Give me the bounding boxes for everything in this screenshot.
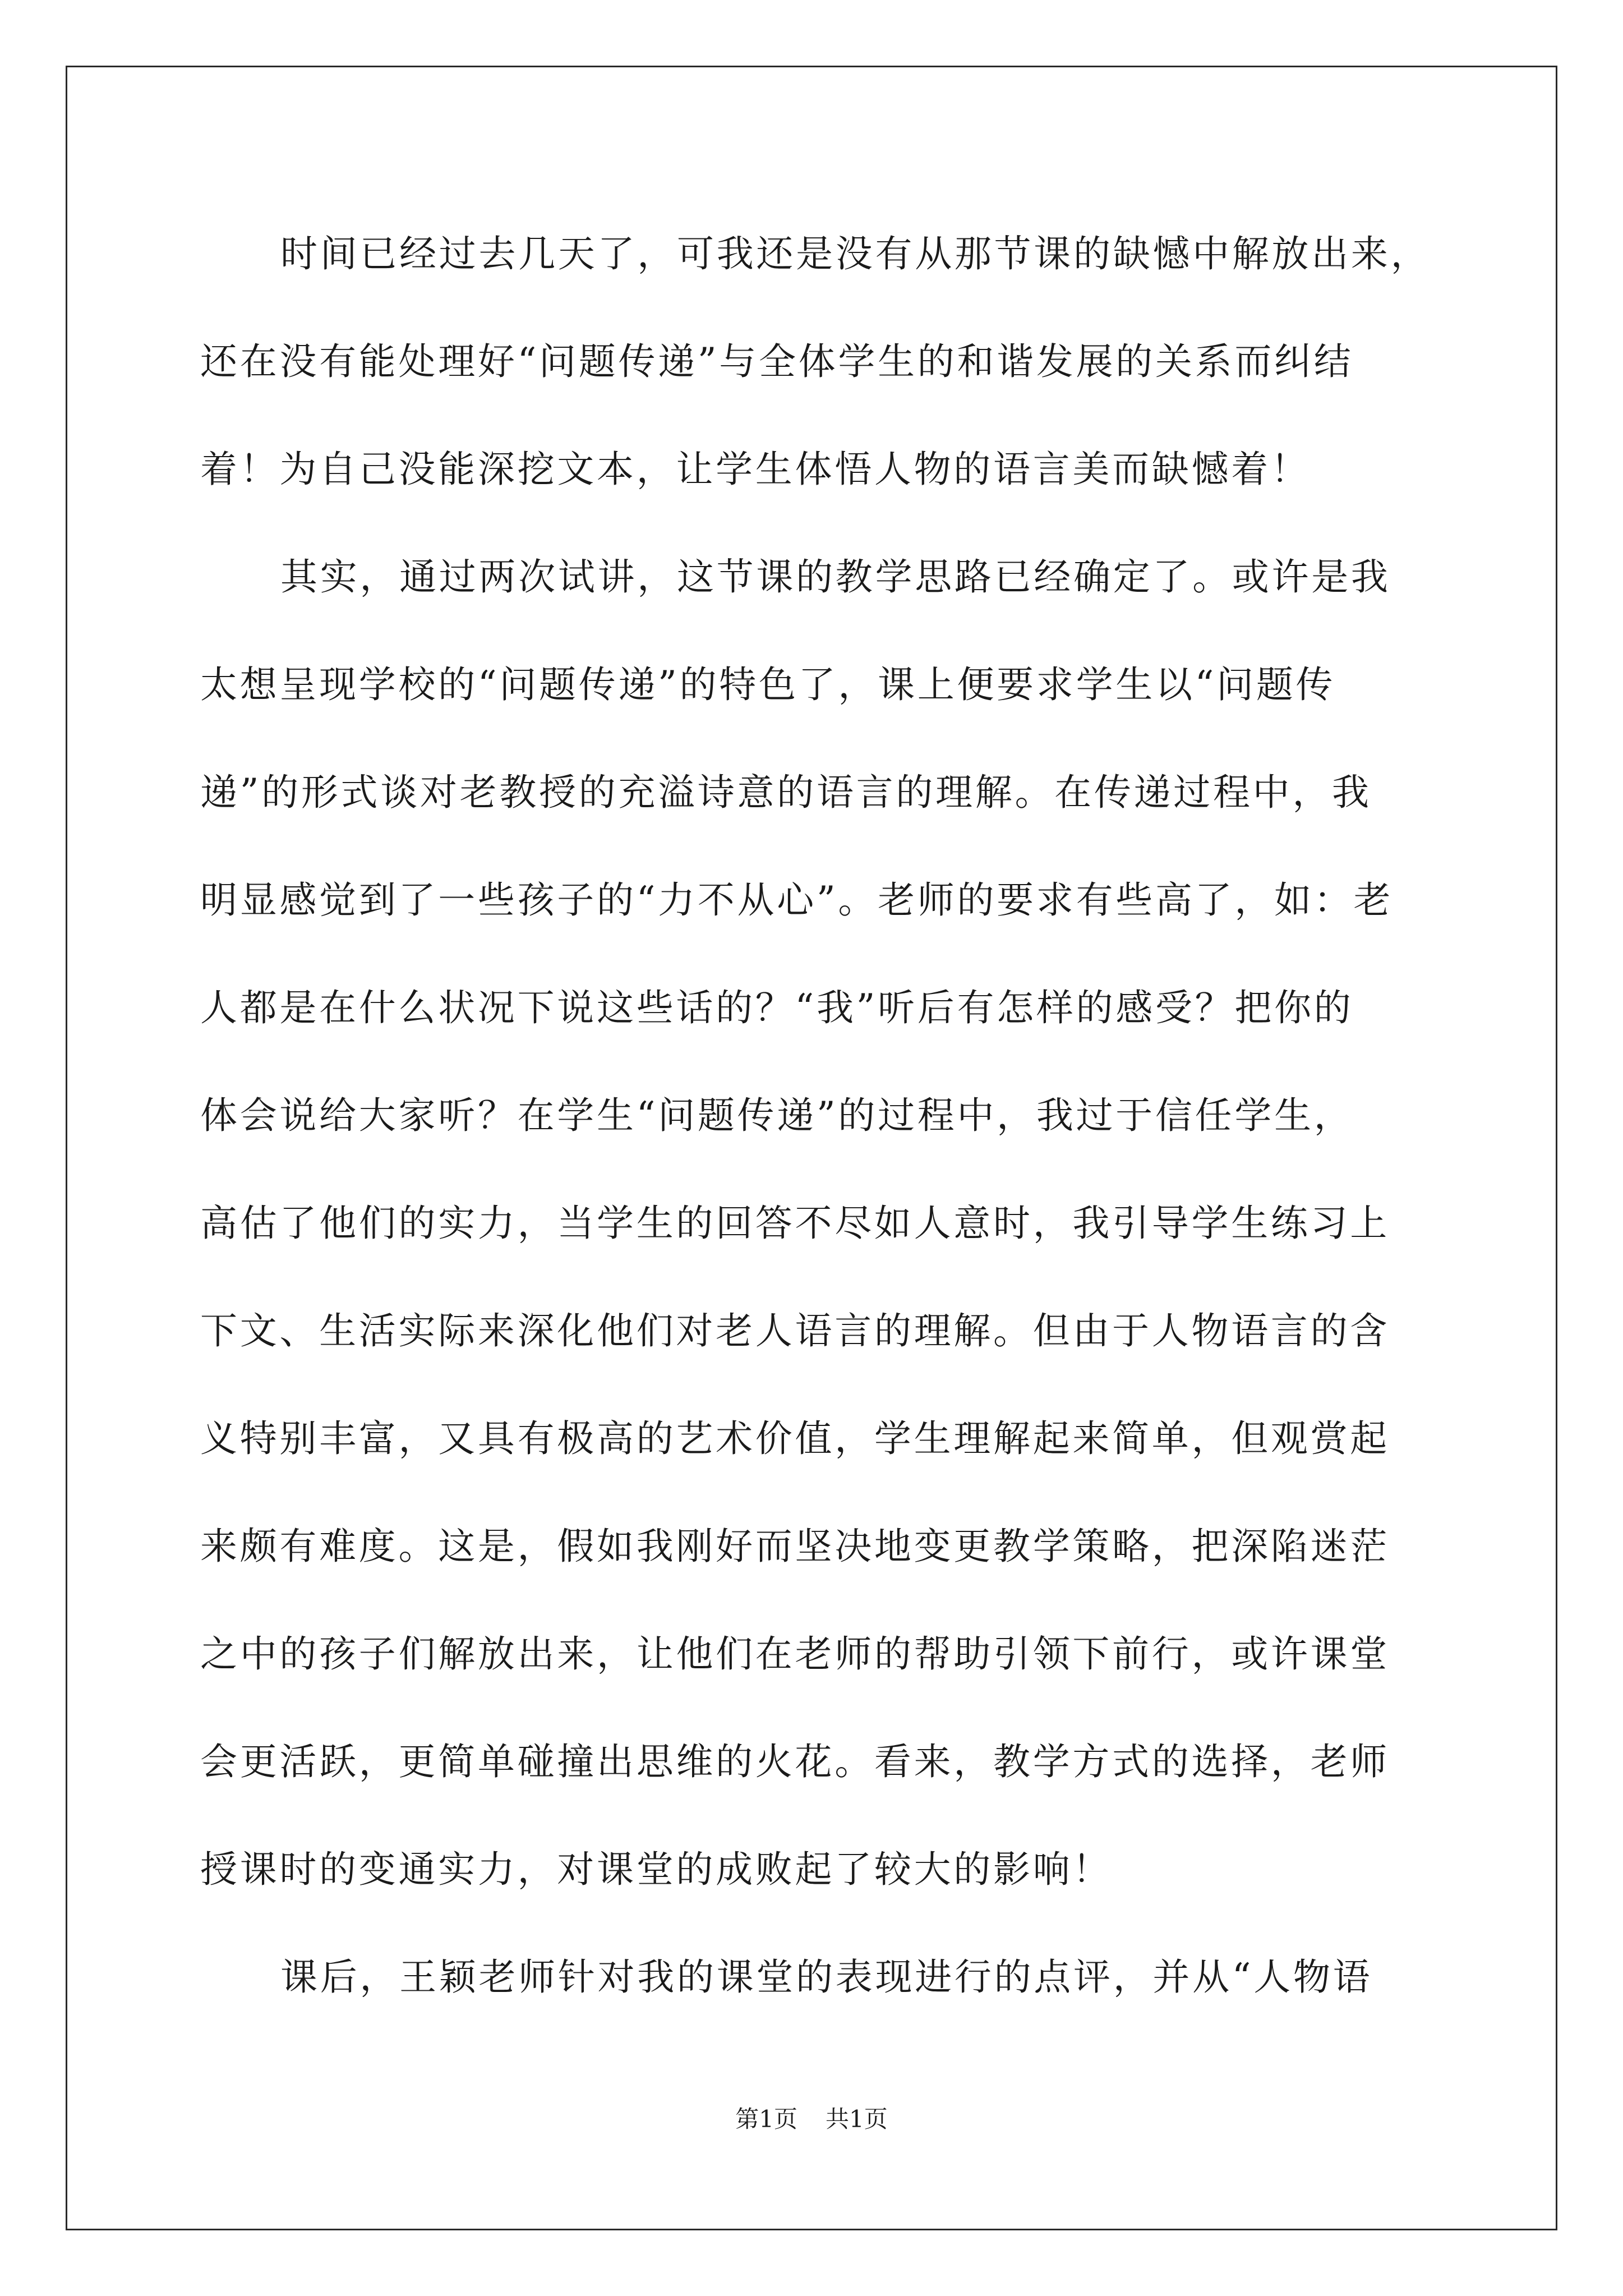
paragraph-2-line-8: 下文、生活实际来深化他们对老人语言的理解。但由于人物语言的含 <box>200 1309 1390 1352</box>
paragraph-2-line-10: 来颇有难度。这是，假如我刚好而坚决地变更教学策略，把深陷迷茫 <box>200 1525 1390 1568</box>
paragraph-1-line-1: 时间已经过去几天了，可我还是没有从那节课的缺憾中解放出来， <box>280 232 1431 275</box>
page-total: 共1页 <box>826 2105 888 2133</box>
paragraph-2-line-4: 明显感觉到了一些孩子的“力不从心”。老师的要求有些高了，如：老 <box>200 878 1394 922</box>
paragraph-2-line-3: 递”的形式谈对老教授的充溢诗意的语言的理解。在传递过程中，我 <box>200 771 1372 814</box>
paragraph-3-line-1: 课后，王颖老师针对我的课堂的表现进行的点评，并从“人物语 <box>280 1955 1373 1999</box>
paragraph-2-line-2: 太想呈现学校的“问题传递”的特色了，课上便要求学生以“问题传 <box>200 663 1336 706</box>
paragraph-1-line-3: 着！为自己没能深挖文本，让学生体悟人物的语言美而缺憾着！ <box>200 448 1311 491</box>
page-border <box>66 66 1557 2230</box>
paragraph-2-line-6: 体会说给大家听？在学生“问题传递”的过程中，我过于信任学生， <box>200 1094 1354 1137</box>
paragraph-2-line-5: 人都是在什么状况下说这些话的？“我”听后有怎样的感受？把你的 <box>200 986 1354 1029</box>
paragraph-2-line-7: 高估了他们的实力，当学生的回答不尽如人意时，我引导学生练习上 <box>200 1202 1390 1245</box>
paragraph-2-line-13: 授课时的变通实力，对课堂的成败起了较大的影响！ <box>200 1848 1113 1891</box>
paragraph-2-line-12: 会更活跃，更简单碰撞出思维的火花。看来，教学方式的选择，老师 <box>200 1740 1390 1783</box>
paragraph-2-line-1: 其实，通过两次试讲，这节课的教学思路已经确定了。或许是我 <box>280 555 1391 599</box>
paragraph-2-line-9: 义特别丰富，又具有极高的艺术价值，学生理解起来简单，但观赏起 <box>200 1417 1390 1460</box>
paragraph-2-line-11: 之中的孩子们解放出来，让他们在老师的帮助引领下前行，或许课堂 <box>200 1632 1390 1676</box>
paragraph-1-line-2: 还在没有能处理好“问题传递”与全体学生的和谐发展的关系而纠结 <box>200 340 1354 383</box>
page-footer <box>0 2105 1623 2133</box>
page-number: 第1页 <box>735 2105 797 2133</box>
